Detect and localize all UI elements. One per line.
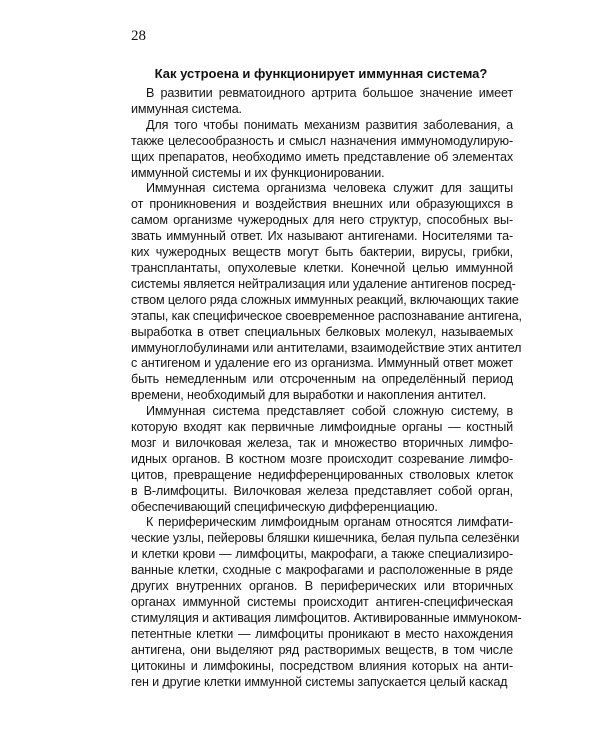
text-line: времени, необходимый для выработки и накопления антител. <box>131 388 487 403</box>
text-line: иммуноглобулинами или антителами, взаимодействие этих антител <box>131 340 522 355</box>
paragraph <box>131 515 522 690</box>
paragraph <box>131 404 513 515</box>
text-line: которую входят как первичные лимфоидные органы — костный <box>131 420 513 435</box>
text-line: ких чужеродных веществ могут быть бактерии, вирусы, грибки, <box>131 245 513 260</box>
text-line: иммунная система. <box>131 101 242 116</box>
page-number: 28 <box>131 28 146 44</box>
text-line: с антигеном и удаление его из организма. Иммунный ответ может <box>131 356 513 371</box>
text-line: быть немедленным или отсроченным на определённый период <box>131 372 513 387</box>
text-line: трансплантаты, опухолевые клетки. Конечной целью иммунной <box>131 260 513 275</box>
paragraph <box>131 181 522 404</box>
text-line: антигена, они выделяют ряд растворимых веществ, в том числе <box>131 642 513 657</box>
text-line: Иммунная система организма человека служит для защиты <box>146 181 513 196</box>
text-line: петентные клетки — лимфоциты проникают в место нахождения <box>131 626 513 641</box>
text-line: выработка в ответ специальных белковых молекул, называемых <box>131 324 513 339</box>
text-line: щих препаратов, необходимо иметь представление об элементах <box>131 149 513 164</box>
text-line: органах иммунной системы происходит антиген-специфическая <box>131 595 513 609</box>
body-text <box>131 86 522 690</box>
text-line: других внутренних органов. В периферических или вторичных <box>131 579 513 594</box>
text-line: этапы, как специфическое своевременное распознавание антигена, <box>131 308 522 323</box>
text-line: Иммунная система представляет собой сложную систему, в <box>146 404 513 419</box>
text-line: системы является нейтрализация или удаление антигенов посред- <box>131 276 516 291</box>
text-line: самом организме чужеродных для него структур, способных вы- <box>131 213 513 228</box>
text-line: В развитии ревматоидного артрита большое значение имеет <box>146 86 513 100</box>
section-heading: Как устроена и функционирует иммунная система? <box>154 66 488 81</box>
text-line: и клетки крови — лимфоциты, макрофаги, а также специализиро- <box>131 547 513 562</box>
paragraph <box>131 86 513 118</box>
text-line: иммунной системы и их функционировании. <box>131 165 385 180</box>
text-line: мозг и вилочковая железа, так и множество вторичных лимфо- <box>131 435 513 450</box>
text-line: обеспечивающий специфическую дифференциацию. <box>131 499 438 514</box>
text-line: К периферическим лимфоидным органам относятся лимфати- <box>146 515 513 530</box>
text-line: от проникновения и воздействия внешних или образующихся в <box>131 197 513 212</box>
text-line: цитов, превращение недифференцированных стволовых клеток <box>131 467 513 482</box>
text-line: Для того чтобы понимать механизм развития заболевания, а <box>146 117 513 132</box>
text-line: ванные клетки, сходные с макрофагами и расположенные в ряде <box>131 563 513 578</box>
text-line: звать иммунный ответ. Их называют антигенами. Носителями та- <box>131 229 513 244</box>
text-line: цитокины и лимфокины, посредством влияния которых на анти- <box>131 658 513 673</box>
text-line: ческие узлы, пейеровы бляшки кишечника, белая пульпа селезёнки <box>131 531 520 546</box>
text-line: ством целого ряда сложных иммунных реакций, включающих такие <box>131 292 519 307</box>
text-line: идных органов. В костном мозге происходит созревание лимфо- <box>131 451 513 466</box>
text-line: ген и другие клетки иммунной системы запускается целый каскад <box>131 674 508 689</box>
paragraph <box>131 118 513 182</box>
text-line: стимуляция и активация лимфоцитов. Активированные иммуноком- <box>131 610 522 625</box>
text-line: в В-лимфоциты. Вилочковая железа представляет собой орган, <box>131 483 513 498</box>
text-line: также целесообразность и смысл назначения иммуномодулирую- <box>131 133 513 148</box>
